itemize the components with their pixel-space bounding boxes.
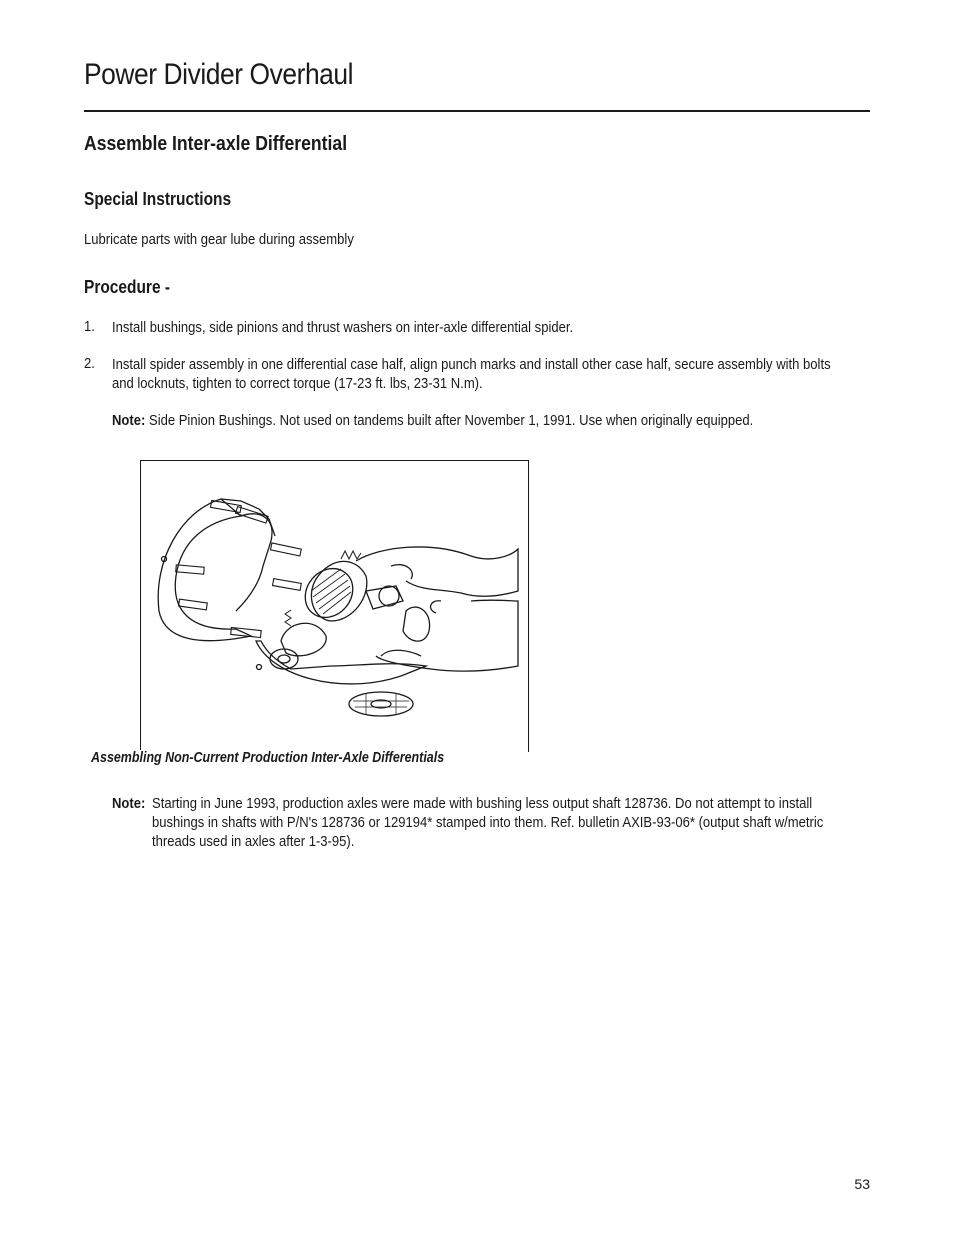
note-output-shaft-text [152,795,823,852]
step-2-line-2: and locknuts, tighten to correct torque (17-23 ft. lbs, 23-31 N.m). [112,376,483,392]
step-1-number: 1. [84,319,95,335]
note-label: Note: [112,413,146,429]
special-instructions-text: Lubricate parts with gear lube during assembly [84,232,354,248]
procedure-heading: Procedure - [84,277,171,297]
page-number: 53 [854,1176,870,1192]
note-side-pinion [112,412,753,431]
step-1-text: Install bushings, side pinions and thrust washers on inter-axle differential spider. [112,320,574,336]
title-divider [84,110,870,112]
step-2-text [112,356,868,394]
step-2-line-1: Install spider assembly in one differential case half, align punch marks and install other case half, secure assembly with bolts [112,357,831,373]
note-output-shaft [112,795,145,814]
note-output-shaft-line-1: Starting in June 1993, production axles were made with bushing less output shaft 128736. Do not attempt to install [152,796,813,812]
note-output-shaft-line-3: threads used in axles after 1-3-95). [152,834,355,850]
figure-caption: Assembling Non-Current Production Inter-Axle Differentials [91,750,448,766]
differential-assembly-illustration [141,461,528,752]
page-title: Power Divider Overhaul [84,58,354,91]
special-instructions-heading: Special Instructions [84,189,232,209]
section-heading: Assemble Inter-axle Differential [84,133,348,155]
step-2-number: 2. [84,356,95,372]
note-text: Side Pinion Bushings. Not used on tandems built after November 1, 1991. Use when originally equipped. [148,413,754,429]
note-label: Note: [112,796,146,812]
note-output-shaft-line-2: bushings in shafts with P/N's 128736 or 129194* stamped into them. Ref. bulletin AXIB-93-06* (output shaft w/metric [152,815,824,831]
figure-frame [140,460,529,752]
